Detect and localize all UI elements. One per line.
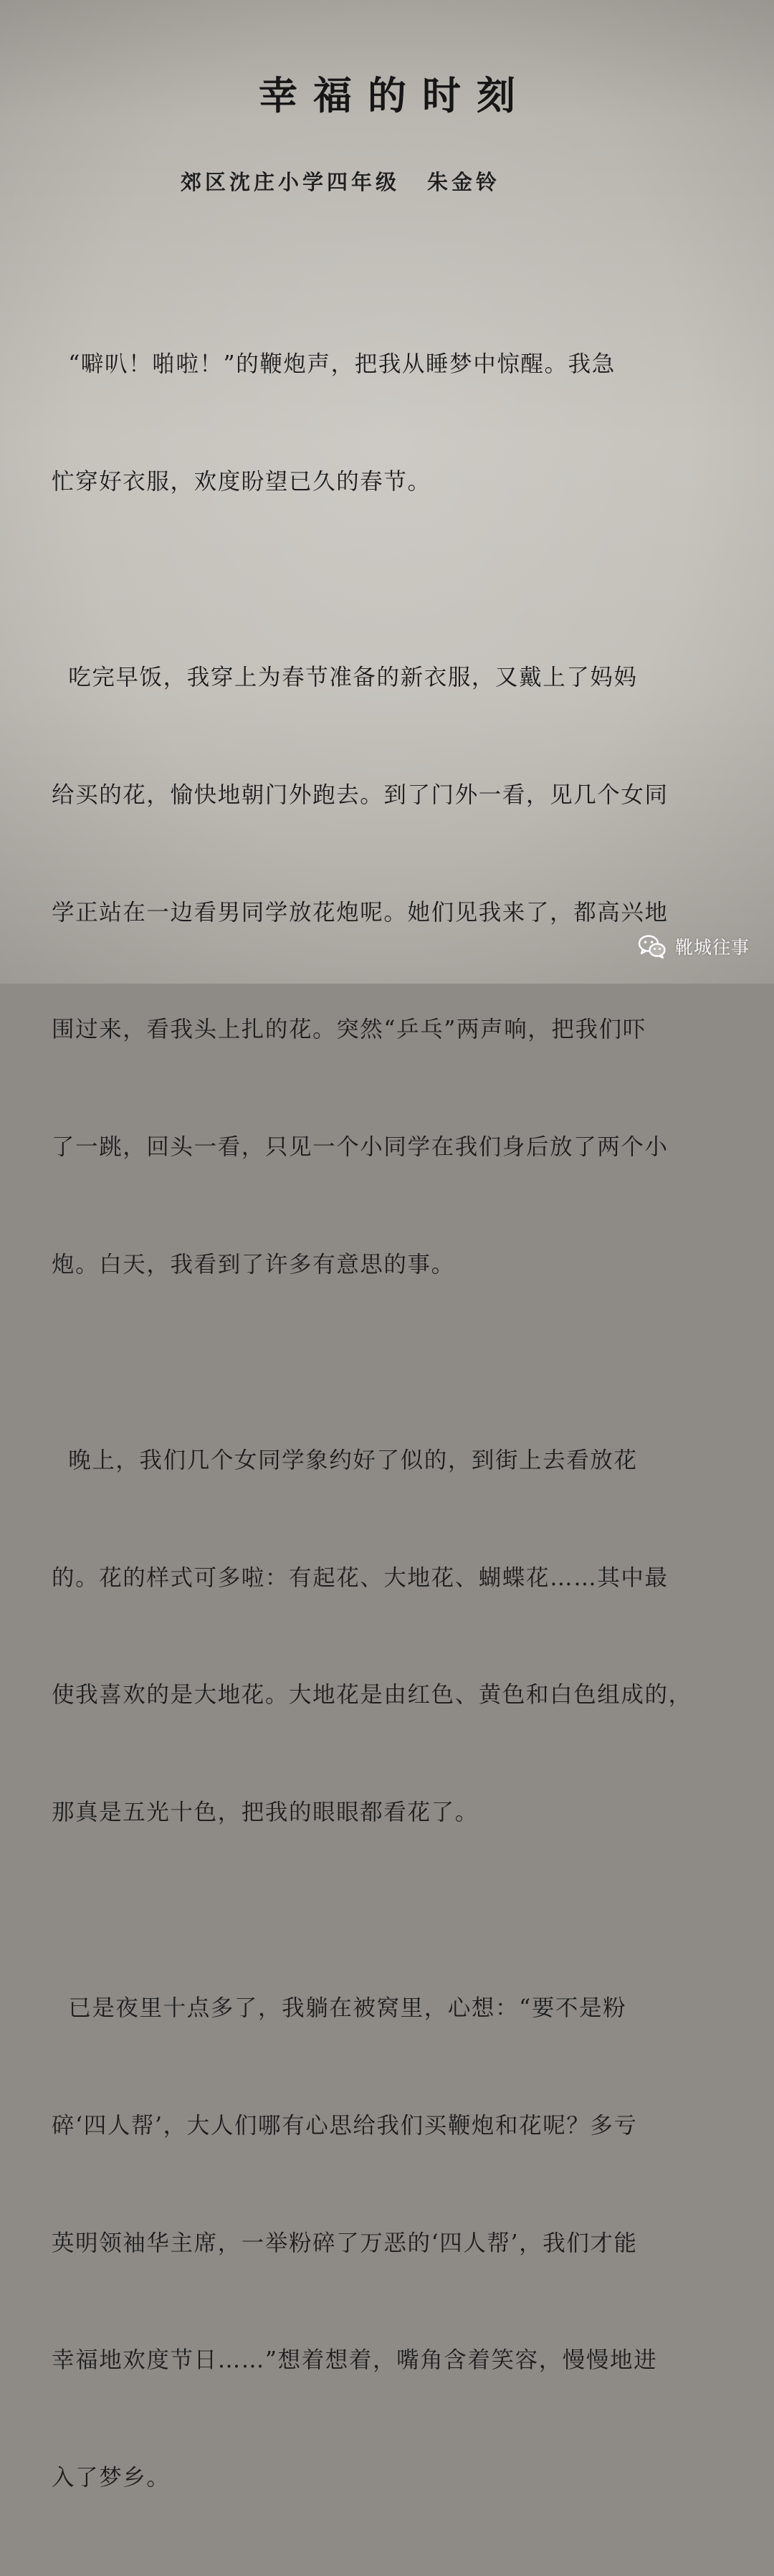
article-title: 幸福的时刻 bbox=[259, 72, 531, 118]
paragraph-1 bbox=[52, 267, 732, 580]
text-line: 了一跳，回头一看，只见一个小同学在我们身后放了两个小 bbox=[52, 1134, 669, 1161]
text-line: 使我喜欢的是大地花。大地花是由红色、黄色和白色组成的， bbox=[52, 1682, 692, 1708]
text-line: 吃完早饭，我穿上为春节准备的新衣服，又戴上了妈妈 bbox=[52, 664, 638, 690]
text-line: 学正站在一边看男同学放花炮呢。她们见我来了，都高兴地 bbox=[52, 899, 669, 926]
text-line: 英明领袖华主席，一举粉碎了万恶的‘四人帮’，我们才能 bbox=[52, 2230, 638, 2256]
text-line: 已是夜里十点多了，我躺在被窝里，心想：“要不是粉 bbox=[52, 1995, 627, 2022]
text-line: “噼叭！啪啦！”的鞭炮声，把我从睡梦中惊醒。我急 bbox=[52, 351, 616, 378]
article-body bbox=[52, 267, 732, 2576]
text-line: 碎‘四人帮’，大人们哪有心思给我们买鞭炮和花呢？多亏 bbox=[52, 2112, 638, 2139]
text-line: 晚上，我们几个女同学象约好了似的，到街上去看放花 bbox=[52, 1447, 638, 1473]
byline bbox=[181, 166, 582, 198]
watermark-text: 靴城往事 bbox=[674, 937, 750, 958]
text-line: 的。花的样式可多啦：有起花、大地花、蝴蝶花……其中最 bbox=[52, 1564, 669, 1591]
wechat-icon bbox=[638, 934, 666, 959]
text-line: 幸福地欢度节日……”想着想着，嘴角含着笑容，慢慢地进 bbox=[52, 2347, 658, 2374]
author-name: 朱金铃 bbox=[427, 170, 501, 194]
watermark bbox=[638, 933, 750, 959]
text-line: 炮。白天，我看到了许多有意思的事。 bbox=[52, 1251, 455, 1278]
text-line: 那真是五光十色，把我的眼眼都看花了。 bbox=[52, 1800, 479, 1826]
text-line: 给买的花，愉快地朝门外跑去。到了门外一看，见几个女同 bbox=[52, 781, 669, 808]
text-line: 忙穿好衣服，欢度盼望已久的春节。 bbox=[52, 468, 431, 495]
school-name: 郊区沈庄小学四年级 bbox=[181, 170, 401, 194]
text-line: 围过来，看我头上扎的花。突然“乒乓”两声响，把我们吓 bbox=[52, 1017, 646, 1043]
paragraph-4 bbox=[52, 1911, 732, 2576]
paragraph-2 bbox=[52, 580, 732, 1363]
text-line: 入了梦乡。 bbox=[52, 2465, 171, 2491]
paragraph-3 bbox=[52, 1363, 732, 1911]
